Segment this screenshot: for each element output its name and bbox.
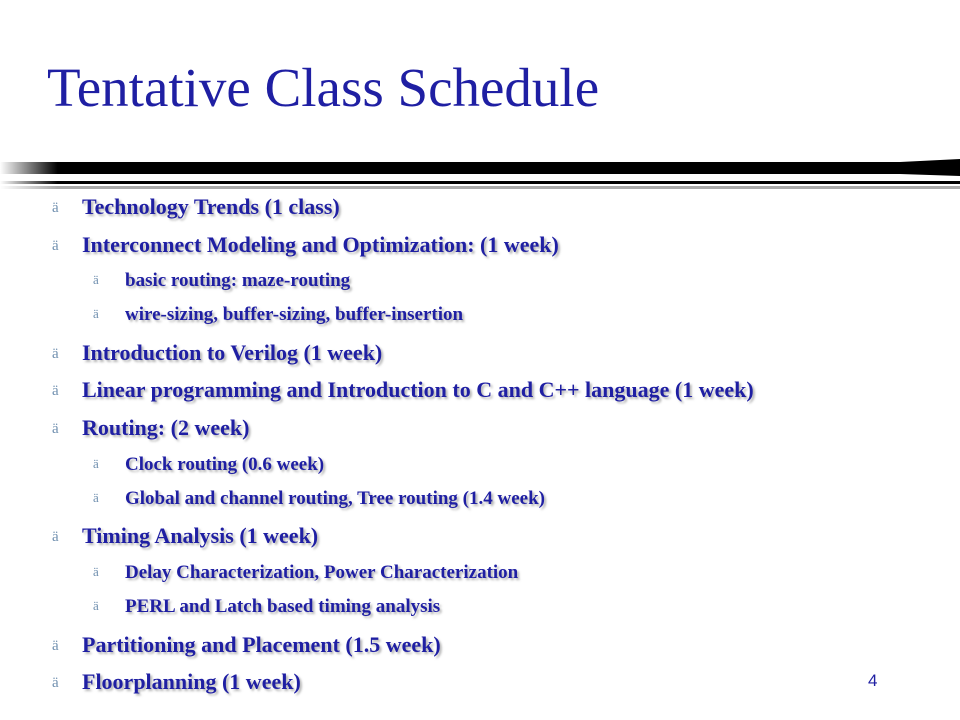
- list-item: [93, 596, 440, 618]
- list-item-text: Linear programming and Introduction to C and C++ language (1 week): [82, 377, 754, 402]
- list-item-text: PERL and Latch based timing analysis: [125, 596, 441, 617]
- bullet-glyph-icon: ä: [52, 675, 59, 691]
- bullet-glyph-icon: ä: [52, 638, 59, 654]
- bullet-glyph-icon: ä: [93, 564, 99, 579]
- list-item: [52, 669, 301, 695]
- bullet-glyph-icon: ä: [93, 490, 99, 505]
- bullet-glyph-icon: ä: [93, 272, 99, 287]
- list-item-text: wire-sizing, buffer-sizing, buffer-insertion: [125, 304, 464, 325]
- bullet-glyph-icon: ä: [93, 306, 99, 321]
- list-item: [52, 340, 382, 366]
- bullet-glyph-icon: ä: [52, 529, 59, 545]
- bullet-glyph-icon: ä: [52, 346, 59, 362]
- list-item-text: basic routing: maze-routing: [125, 270, 351, 291]
- list-item-text: Routing: (2 week): [82, 415, 250, 440]
- list-item: [52, 415, 249, 441]
- list-item-text: Technology Trends (1 class): [82, 194, 340, 219]
- list-item-text: Clock routing (0.6 week): [125, 454, 325, 475]
- bullet-glyph-icon: ä: [52, 200, 59, 216]
- bullet-glyph-icon: ä: [93, 456, 99, 471]
- list-item: [93, 454, 324, 476]
- list-item: [52, 377, 754, 403]
- bullet-glyph-icon: ä: [93, 598, 99, 613]
- list-item-text: Global and channel routing, Tree routing (1.4 week): [125, 488, 545, 509]
- list-item: [52, 632, 441, 658]
- list-item-text: Floorplanning (1 week): [82, 669, 301, 694]
- bullet-glyph-icon: ä: [52, 421, 59, 437]
- list-item: [93, 562, 518, 584]
- list-item: [52, 232, 559, 258]
- slide-title: Tentative Class Schedule: [47, 57, 600, 118]
- list-item-text: Interconnect Modeling and Optimization: (1 week): [82, 232, 559, 257]
- list-item: [93, 270, 350, 292]
- list-item-text: Delay Characterization, Power Characterization: [125, 562, 519, 583]
- list-item: [93, 488, 545, 510]
- list-item: [52, 194, 340, 220]
- bullet-glyph-icon: ä: [52, 238, 59, 254]
- list-item: [93, 304, 463, 326]
- list-item-text: Introduction to Verilog (1 week): [82, 340, 383, 365]
- list-item-text: Timing Analysis (1 week): [82, 523, 319, 548]
- list-item-text: Partitioning and Placement (1.5 week): [82, 632, 441, 657]
- slide-number: 4: [868, 671, 878, 690]
- list-item: [52, 523, 318, 549]
- bullet-glyph-icon: ä: [52, 383, 59, 399]
